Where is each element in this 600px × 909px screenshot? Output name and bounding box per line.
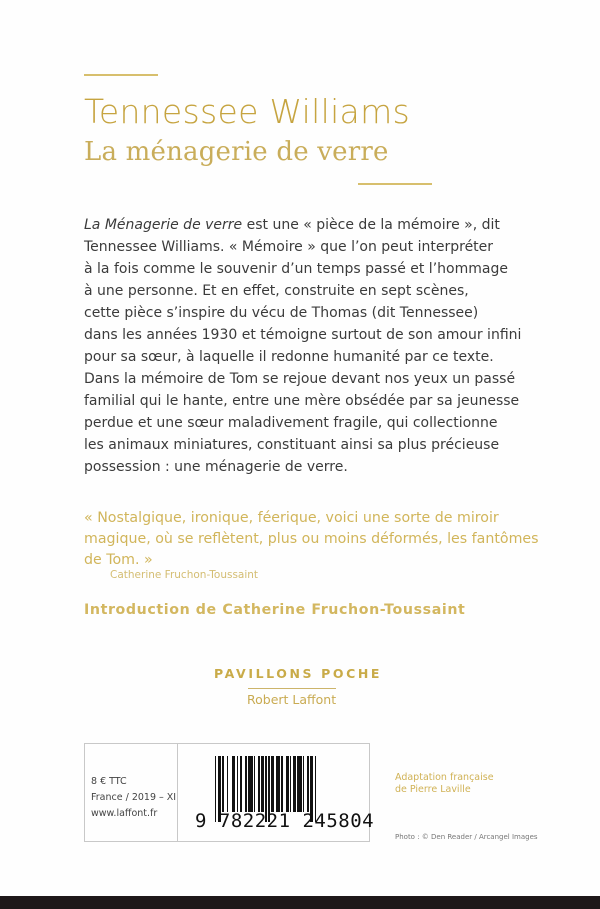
adaptation-line: Adaptation française — [395, 772, 494, 783]
photo-credit: Photo : © Den Reader / Arcangel Images — [395, 833, 538, 841]
edition-info: France / 2019 – XI — [91, 792, 177, 803]
review-quote — [84, 508, 564, 571]
barcode — [195, 756, 375, 832]
adaptation-line: de Pierre Laville — [395, 784, 471, 795]
isbn-number: 9 782221 245804 — [195, 810, 375, 832]
collection-rule — [248, 688, 336, 689]
blurb-line: à la fois comme le souvenir d’un temps passé et l’hommage — [84, 261, 508, 277]
top-decorative-rule — [84, 74, 158, 76]
blurb-line: Dans la mémoire de Tom se rejoue devant nos yeux un passé — [84, 371, 516, 387]
barcode-bars — [215, 756, 360, 818]
blurb-line: Tennessee Williams. « Mémoire » que l’on peut interpréter — [84, 239, 494, 255]
blurb-paragraph — [84, 214, 554, 478]
quote-attribution: Catherine Fruchon-Toussaint — [110, 569, 259, 581]
quote-line: magique, où se reflètent, plus ou moins déformés, les fantômes — [84, 531, 539, 547]
website: www.laffont.fr — [91, 808, 158, 819]
blurb-line: dans les années 1930 et témoigne surtout de son amour infini — [84, 327, 522, 343]
collection-name: PAVILLONS POCHE — [214, 666, 383, 681]
title-decorative-rule — [358, 183, 432, 185]
blurb-line: à une personne. Et en effet, construite en sept scènes, — [84, 283, 469, 299]
barcode-gap — [316, 756, 317, 812]
author-name: Tennessee Williams — [84, 92, 411, 131]
quote-line: « Nostalgique, ironique, féerique, voici une sorte de miroir — [84, 510, 499, 526]
price-info — [91, 774, 176, 822]
box-divider — [177, 744, 178, 841]
blurb-line: les animaux miniatures, constituant ainsi sa plus précieuse — [84, 437, 500, 453]
blurb-line: pour sa sœur, à laquelle il redonne humanité par ce texte. — [84, 349, 494, 365]
bottom-edge-band — [0, 896, 600, 909]
blurb-line — [84, 214, 554, 236]
introduction-credit: Introduction de Catherine Fruchon-Toussaint — [84, 602, 466, 618]
blurb-line: cette pièce s’inspire du vécu de Thomas (dit Tennessee) — [84, 305, 479, 321]
quote-line: de Tom. » — [84, 552, 153, 568]
price-barcode-box — [84, 743, 375, 842]
blurb-line: possession : une ménagerie de verre. — [84, 459, 348, 475]
blurb-title-italic: La Ménagerie de verre — [84, 217, 243, 233]
book-title: La ménagerie de verre — [84, 137, 389, 167]
adaptation-credit — [395, 772, 494, 796]
blurb-line: familial qui le hante, entre une mère obsédée par sa jeunesse — [84, 393, 520, 409]
blurb-line: perdue et une sœur maladivement fragile, qui collectionne — [84, 415, 498, 431]
price: 8 € TTC — [91, 776, 127, 787]
blurb-text: est une « pièce de la mémoire », dit — [242, 217, 500, 233]
publisher-name: Robert Laffont — [247, 692, 337, 707]
